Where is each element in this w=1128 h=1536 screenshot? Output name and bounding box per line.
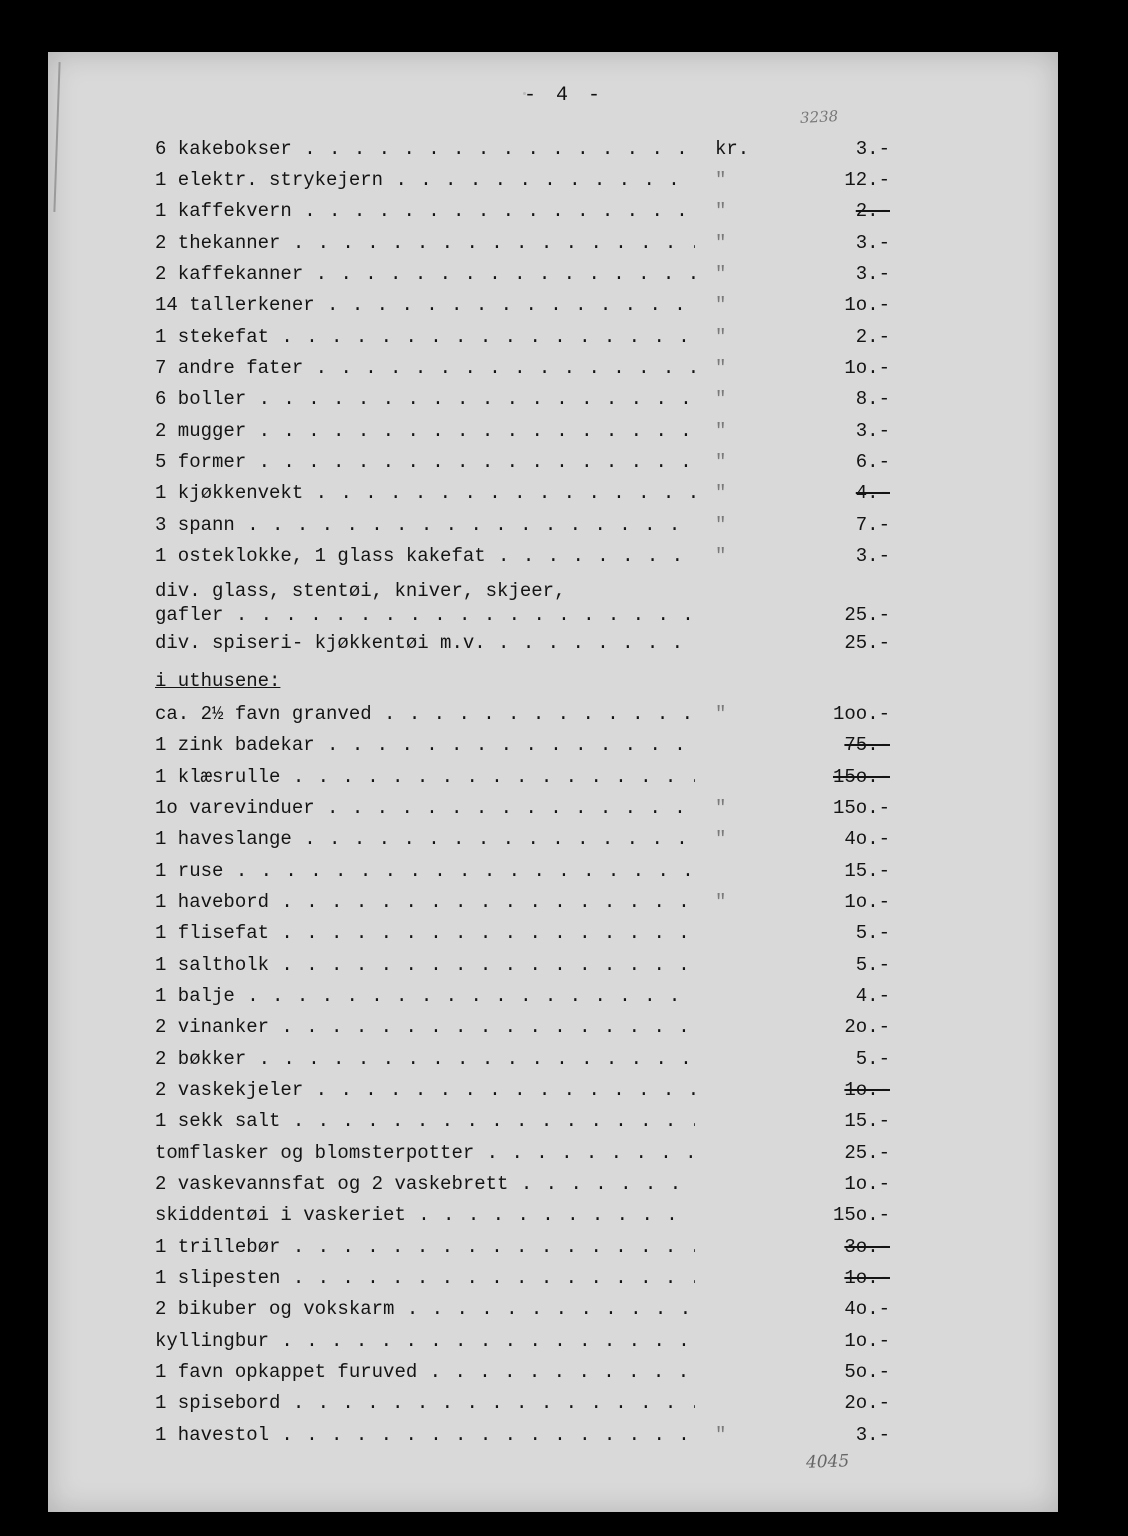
- inventory-row: [155, 196, 890, 226]
- inventory-row: [155, 1263, 890, 1293]
- inventory-row: [155, 887, 890, 917]
- item-amount: 3.-: [855, 420, 890, 442]
- inventory-row: [155, 478, 890, 508]
- item-unit: ": [715, 294, 727, 316]
- item-label: 1 favn opkappet furuved . . .: [155, 1357, 695, 1387]
- item-unit: ": [715, 420, 727, 442]
- inventory-row: [155, 793, 890, 823]
- item-amount-struck: 1o.-: [844, 1079, 890, 1101]
- item-label: 2 kaffekanner . . .: [155, 259, 695, 289]
- inventory-row: [155, 290, 890, 320]
- item-amount: 25.-: [844, 632, 890, 654]
- inventory-row: [155, 918, 890, 948]
- item-label: 1 saltholk . . .: [155, 950, 695, 980]
- item-amount: 1o.-: [844, 294, 890, 316]
- item-label: 2 vaskevannsfat og 2 vaskebrett . . .: [155, 1169, 695, 1199]
- item-amount: 3.-: [855, 263, 890, 285]
- inventory-row: [155, 447, 890, 477]
- item-label: 1 balje . . .: [155, 981, 695, 1011]
- item-amount: 2.-: [855, 326, 890, 348]
- inventory-row: [155, 1357, 890, 1387]
- item-label: 1 slipesten . . .: [155, 1263, 695, 1293]
- item-unit: ": [715, 357, 727, 379]
- item-amount: 1o.-: [844, 891, 890, 913]
- item-label: 14 tallerkener . . .: [155, 290, 695, 320]
- inventory-row: [155, 856, 890, 886]
- item-unit: ": [715, 263, 727, 285]
- item-label: 1 haveslange . . .: [155, 824, 695, 854]
- item-amount: 1o.-: [844, 1173, 890, 1195]
- item-unit: ": [715, 703, 727, 725]
- handwritten-note-top: 3238: [799, 107, 839, 127]
- item-label: 3 spann . . .: [155, 510, 695, 540]
- item-label: 1 klæsrulle . . .: [155, 762, 695, 792]
- item-amount: 12.-: [844, 169, 890, 191]
- section-heading: i uthusene:: [155, 670, 281, 692]
- item-label: 1 havestol . . .: [155, 1420, 695, 1450]
- item-amount: 1oo.-: [832, 703, 890, 725]
- item-label: ca. 2½ favn granved . . .: [155, 699, 695, 729]
- inventory-row: [155, 228, 890, 258]
- item-amount: 2o.-: [844, 1016, 890, 1038]
- item-amount-struck: 15o.-: [832, 766, 890, 788]
- item-label: skiddentøi i vaskeriet . . .: [155, 1200, 695, 1230]
- item-amount-struck: 4.-: [855, 482, 890, 504]
- item-unit: ": [715, 891, 727, 913]
- item-amount-struck: 2.-: [855, 200, 890, 222]
- inventory-row: [155, 165, 890, 195]
- inventory-row: [155, 628, 890, 658]
- item-unit: ": [715, 326, 727, 348]
- item-label: div. spiseri- kjøkkentøi m.v. . . .: [155, 628, 695, 658]
- inventory-row: [155, 578, 890, 630]
- inventory-row: [155, 510, 890, 540]
- inventory-row: [155, 1075, 890, 1105]
- inventory-row: [155, 1106, 890, 1136]
- item-label: 2 bikuber og vokskarm . . .: [155, 1294, 695, 1324]
- inventory-row: [155, 1326, 890, 1356]
- item-label: 1 kaffekvern . . .: [155, 196, 695, 226]
- item-unit: ": [715, 1424, 727, 1446]
- item-amount-struck: 3o.-: [844, 1236, 890, 1258]
- item-amount: 5.-: [855, 1048, 890, 1070]
- item-label: 1 elektr. strykejern . . .: [155, 165, 695, 195]
- item-amount: 3.-: [855, 138, 890, 160]
- inventory-row: [155, 259, 890, 289]
- inventory-row: [155, 1388, 890, 1418]
- item-label: 1 havebord . . .: [155, 887, 695, 917]
- item-amount: 2o.-: [844, 1392, 890, 1414]
- item-amount: 25.-: [844, 604, 890, 626]
- item-label: 1 osteklokke, 1 glass kakefat . . .: [155, 541, 695, 571]
- item-label: 7 andre fater . . .: [155, 353, 695, 383]
- item-label: 1o varevinduer . . .: [155, 793, 695, 823]
- item-amount: 3.-: [855, 1424, 890, 1446]
- item-amount: 7.-: [855, 514, 890, 536]
- item-label: 1 sekk salt . . .: [155, 1106, 695, 1136]
- item-label: 2 vaskekjeler . . .: [155, 1075, 695, 1105]
- item-unit: ": [715, 451, 727, 473]
- item-label: 2 thekanner . . .: [155, 228, 695, 258]
- inventory-row: [155, 134, 890, 164]
- inventory-row: [155, 1294, 890, 1324]
- item-amount: 6.-: [855, 451, 890, 473]
- item-amount: 25.-: [844, 1142, 890, 1164]
- item-amount: 4o.-: [844, 828, 890, 850]
- item-amount: 15o.-: [832, 1204, 890, 1226]
- item-label: 1 flisefat . . .: [155, 918, 695, 948]
- item-label: kyllingbur . . .: [155, 1326, 695, 1356]
- inventory-row: [155, 322, 890, 352]
- item-unit: kr.: [715, 138, 750, 160]
- item-label: 6 kakebokser . . .: [155, 134, 695, 164]
- item-label: tomflasker og blomsterpotter . . .: [155, 1138, 695, 1168]
- item-amount: 4o.-: [844, 1298, 890, 1320]
- item-label: 1 zink badekar . . .: [155, 730, 695, 760]
- item-unit: ": [715, 169, 727, 191]
- item-unit: ": [715, 232, 727, 254]
- inventory-row: [155, 981, 890, 1011]
- inventory-row: [155, 353, 890, 383]
- item-amount: 5o.-: [844, 1361, 890, 1383]
- item-amount: 15.-: [844, 1110, 890, 1132]
- inventory-row: [155, 950, 890, 980]
- inventory-row: [155, 699, 890, 729]
- item-amount: 8.-: [855, 388, 890, 410]
- item-amount: 3.-: [855, 232, 890, 254]
- item-label: 1 spisebord . . .: [155, 1388, 695, 1418]
- item-amount: 4.-: [855, 985, 890, 1007]
- item-amount-struck: 75.-: [844, 734, 890, 756]
- item-amount: 15o.-: [832, 797, 890, 819]
- inventory-row: [155, 1232, 890, 1262]
- inventory-row: [155, 1420, 890, 1450]
- item-unit: ": [715, 200, 727, 222]
- item-unit: ": [715, 388, 727, 410]
- item-amount: 5.-: [855, 954, 890, 976]
- item-amount: 1o.-: [844, 357, 890, 379]
- item-amount: 3.-: [855, 545, 890, 567]
- inventory-row: [155, 1012, 890, 1042]
- inventory-row: [155, 384, 890, 414]
- inventory-row: [155, 730, 890, 760]
- item-label: 1 stekefat . . .: [155, 322, 695, 352]
- item-unit: ": [715, 482, 727, 504]
- item-unit: ": [715, 797, 727, 819]
- item-label: 1 ruse . . .: [155, 856, 695, 886]
- item-label: 2 vinanker . . .: [155, 1012, 695, 1042]
- inventory-row: [155, 541, 890, 571]
- item-amount: 5.-: [855, 922, 890, 944]
- inventory-row: [155, 824, 890, 854]
- inventory-row: [155, 416, 890, 446]
- inventory-row: [155, 1200, 890, 1230]
- item-amount: 15.-: [844, 860, 890, 882]
- item-label: 1 trillebør . . .: [155, 1232, 695, 1262]
- item-label: 2 mugger . . .: [155, 416, 695, 446]
- inventory-row: [155, 762, 890, 792]
- item-amount: 1o.-: [844, 1330, 890, 1352]
- item-unit: ": [715, 828, 727, 850]
- item-amount-struck: 1o.-: [844, 1267, 890, 1289]
- item-label: 1 kjøkkenvekt . . .: [155, 478, 695, 508]
- inventory-row: [155, 1138, 890, 1168]
- item-label: 6 boller . . .: [155, 384, 695, 414]
- inventory-row: [155, 1169, 890, 1199]
- handwritten-note-bottom: 4045: [805, 1451, 850, 1473]
- item-label: 2 bøkker . . .: [155, 1044, 695, 1074]
- item-label: 5 former . . .: [155, 447, 695, 477]
- item-label-continued: gafler . . .: [155, 600, 695, 630]
- page-number: - 4 -: [523, 84, 604, 107]
- item-label: div. glass, stentøi, kniver, skjeer,: [155, 580, 566, 602]
- item-unit: ": [715, 514, 727, 536]
- inventory-row: [155, 1044, 890, 1074]
- item-unit: ": [715, 545, 727, 567]
